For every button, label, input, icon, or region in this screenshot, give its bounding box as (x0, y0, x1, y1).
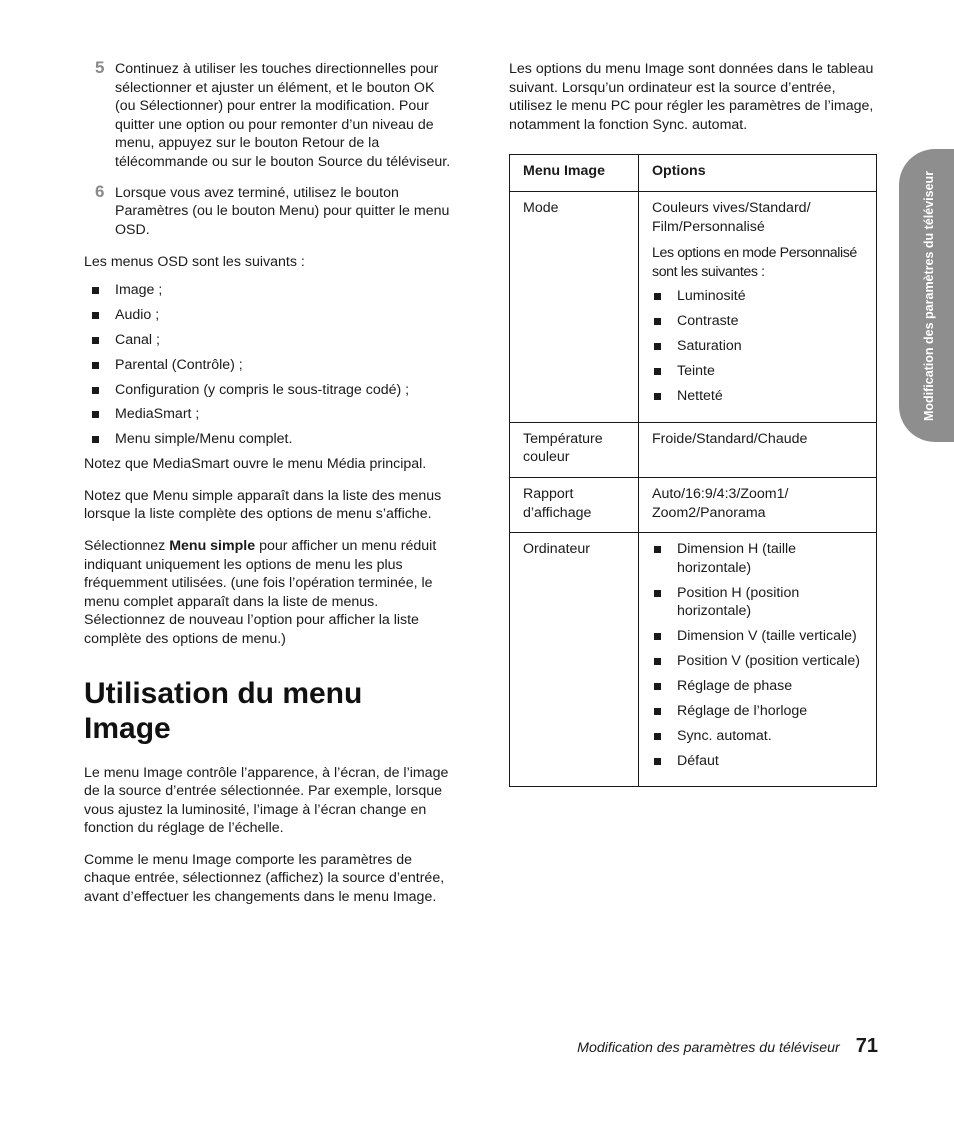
step-number: 6 (95, 181, 105, 201)
list-item: Position V (position verticale) (652, 652, 864, 671)
row-label: Température couleur (510, 422, 639, 477)
table-header-row (510, 155, 877, 192)
mode-options: Couleurs vives/Standard/ Film/Personnalisé (652, 199, 811, 235)
menus-intro: Les menus OSD sont les suivants : (84, 254, 305, 271)
list-item: Menu simple/Menu complet. (84, 430, 456, 449)
header-cell: Menu Image (510, 155, 639, 192)
row-options: Froide/Standard/Chaude (639, 422, 877, 477)
image-menu-table (509, 154, 877, 787)
row-options (639, 533, 877, 787)
row-options (639, 191, 877, 422)
row-options: Auto/16:9/4:3/Zoom1/ Zoom2/Panorama (639, 477, 877, 532)
list-item: Dimension H (taille horizontale) (652, 540, 864, 577)
table-row (510, 422, 877, 477)
list-item: Contraste (652, 312, 864, 331)
list-item: MediaSmart ; (84, 405, 456, 424)
text-span: Sélectionnez (84, 537, 170, 554)
header-cell: Options (639, 155, 877, 192)
list-item: Réglage de l’horloge (652, 702, 864, 721)
menu-simple-note: Notez que Menu simple apparaît dans la liste des menus lorsque la liste complète des options de menu s’affiche. (84, 487, 442, 523)
table-row (510, 533, 877, 787)
osd-menu-list (84, 281, 456, 449)
table-row (510, 191, 877, 422)
mediasmart-note: Notez que MediaSmart ouvre le menu Média principal. (84, 456, 427, 473)
right-column (509, 60, 877, 787)
list-item: Netteté (652, 387, 864, 406)
paragraph: Le menu Image contrôle l’apparence, à l’écran, de l’image de la source d’entrée sélectionnée. Par exemple, lorsque vous ajustez la luminosité, l’image à l’écran change en fonction du réglage de l’échelle. (84, 764, 449, 837)
text-span: pour afficher un menu réduit indiquant uniquement les options de menu les plus fréquemment utilisées. (une fois l’opération terminée, le menu complet apparaît dans la liste de menus. Sélectionnez de nouveau l’option pour afficher la liste complète des options de menu.) (84, 537, 437, 647)
step-text: Continuez à utiliser les touches directionnelles pour sélectionner et ajuster un élément, et le bouton OK (ou Sélectionner) pour entrer la modification. Pour quitter une option ou pour remonter d’un niveau de menu, appuyez sur le bouton Retour de la télécommande ou sur le bouton Source du téléviseur. (115, 61, 451, 170)
step-number: 5 (95, 58, 105, 77)
list-item: Canal ; (84, 331, 456, 350)
list-item: Dimension V (taille verticale) (652, 627, 864, 646)
chapter-side-tab-label: Modification des paramètres du téléviseur (922, 170, 936, 422)
list-item: Position H (position horizontale) (652, 584, 864, 621)
left-column (84, 60, 456, 920)
section-heading: Utilisation du menu Image (84, 676, 363, 745)
select-menu-simple-paragraph (84, 537, 456, 649)
paragraph: Comme le menu Image comporte les paramètres de chaque entrée, sélectionnez (affichez) la source d’entrée, avant d’effectuer les changements dans le menu Image. (84, 851, 445, 906)
page-footer (577, 1035, 878, 1058)
step-text: Lorsque vous avez terminé, utilisez le bouton Paramètres (ou le bouton Menu) pour quitter le menu OSD. (115, 184, 450, 238)
row-label: Mode (510, 191, 639, 422)
computer-options-list (652, 540, 864, 770)
list-item: Image ; (84, 281, 456, 300)
bold-term: Menu simple (169, 537, 256, 554)
footer-chapter-title: Modification des paramètres du téléviseur (577, 1040, 840, 1056)
step-5 (84, 60, 456, 172)
custom-options-list (652, 287, 864, 405)
list-item: Luminosité (652, 287, 864, 306)
page-number: 71 (855, 1035, 878, 1057)
list-item: Teinte (652, 362, 864, 381)
row-label: Rapport d’affichage (510, 477, 639, 532)
list-item: Parental (Contrôle) ; (84, 356, 456, 375)
list-item: Saturation (652, 337, 864, 356)
list-item: Défaut (652, 752, 864, 771)
table-row (510, 477, 877, 532)
list-item: Sync. automat. (652, 727, 864, 746)
row-label: Ordinateur (510, 533, 639, 787)
table-intro: Les options du menu Image sont données dans le tableau suivant. Lorsqu’un ordinateur est la source d’entrée, utilisez le menu PC pour régler les paramètres de l’image, notamment la fonction Sync. automat. (509, 61, 874, 133)
list-item: Audio ; (84, 306, 456, 325)
custom-note: Les options en mode Personnalisé sont les suivantes : (652, 245, 857, 280)
step-6 (84, 181, 456, 240)
list-item: Configuration (y compris le sous-titrage codé) ; (84, 381, 456, 400)
list-item: Réglage de phase (652, 677, 864, 696)
